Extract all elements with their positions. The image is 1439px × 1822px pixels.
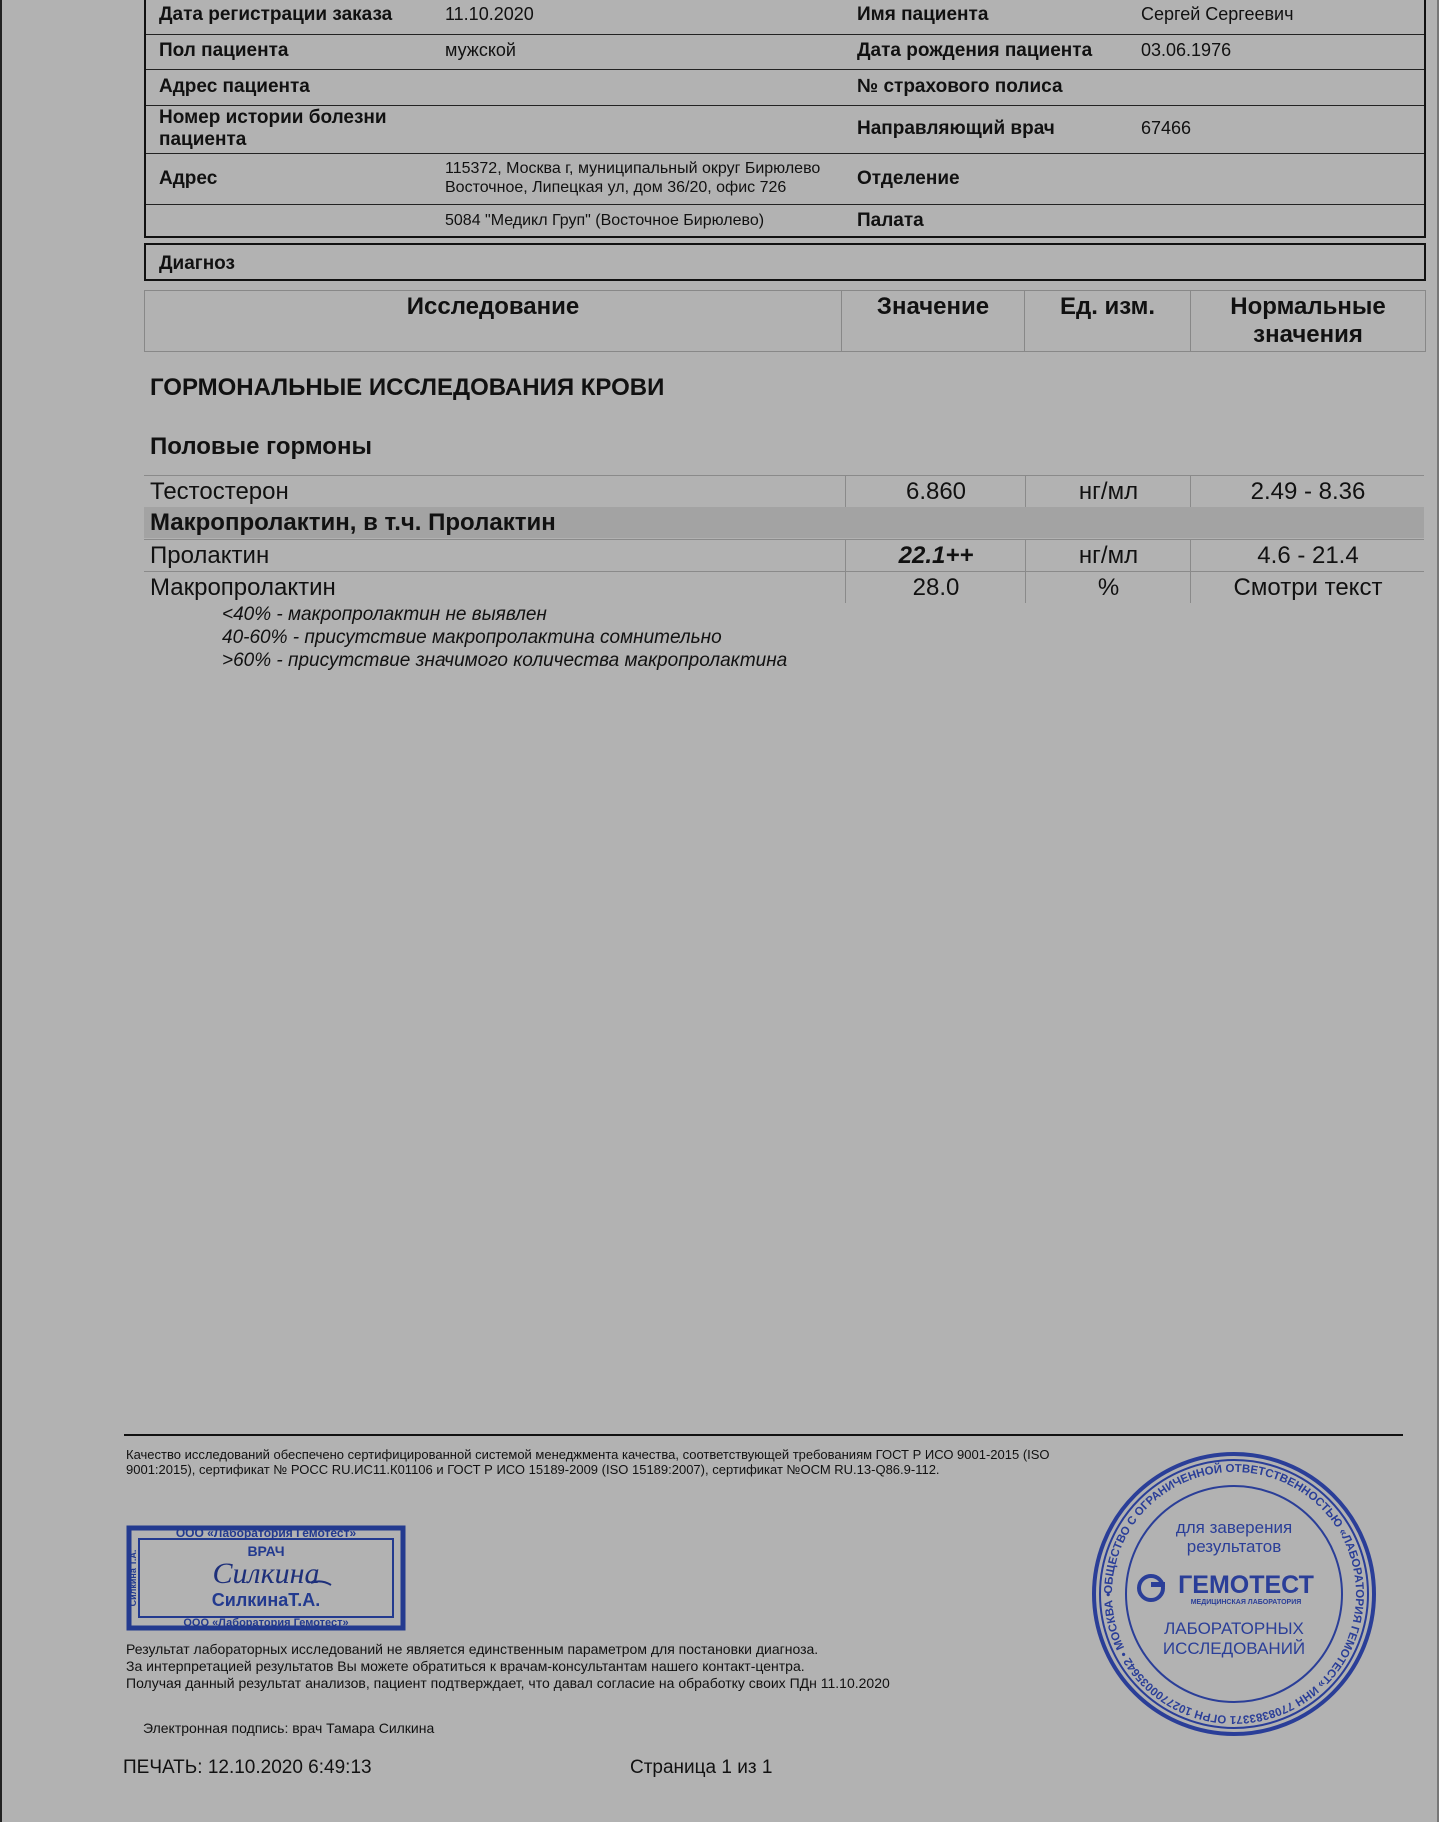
result-value: 6.860 [845,476,1026,507]
header-study: Исследование [144,290,842,352]
info-row-history [146,105,1424,154]
result-group-macroprolactin [144,507,1424,538]
header-normal-line1: Нормальные [1230,293,1386,320]
info-row-clinic-address [146,153,1424,205]
result-value-flagged: 22.1++ [845,540,1026,571]
result-row-testosterone [144,475,1424,507]
clinic-value: 5084 "Медикл Груп" (Восточное Бирюлево) [445,212,765,229]
quality-text-1: Качество исследований обеспечено сертифицированной системой менеджмента качества, соответствующей требованиям ГОСТ Р ИСО 9001-2015 (ISO [126,1447,1050,1462]
address-line-1: 115372, Москва г, муниципальный округ Бирюлево [445,160,821,177]
result-group-name: Макропролактин, в т.ч. Пролактин [150,509,556,536]
info-row-order [146,0,1424,35]
info-row-address [146,69,1424,106]
address-label: Адрес [159,168,218,189]
page-info: Страница 1 из 1 [630,1757,773,1778]
patient-info-table [144,0,1426,238]
history-label-1: Номер истории болезни [159,107,387,128]
result-name: Тестостерон [150,478,289,505]
department-label: Отделение [857,168,960,189]
stamp-title: ВРАЧ [247,1543,285,1559]
section-title: ГОРМОНАЛЬНЫЕ ИССЛЕДОВАНИЯ КРОВИ [150,374,665,401]
result-normal: 4.6 - 21.4 [1190,540,1425,571]
disclaimer [126,1641,890,1692]
policy-label: № страхового полиса [857,76,1063,97]
seal-line-4: ИССЛЕДОВАНИЙ [1162,1639,1306,1658]
diagnosis-box [144,243,1426,281]
note-line-2: 40-60% - присутствие макропролактина сомнительно [222,627,722,648]
doctor-value: 67466 [1141,118,1192,138]
seal-line-3: ЛАБОРАТОРНЫХ [1164,1619,1304,1638]
disclaimer-line-1: Результат лабораторных исследований не является единственным параметром для постановки диагноза. [126,1641,819,1657]
header-normal-line2: значения [1253,321,1363,348]
note-line-1: <40% - макропролактин не выявлен [222,604,547,625]
address-line-2: Восточное, Липецкая ул, дом 36/20, офис 726 [445,179,787,196]
stamp-side-text: Силкина Т.А. [128,1549,138,1607]
patient-name-label: Имя пациента [857,4,989,25]
header-value: Значение [841,290,1025,352]
gemotest-logo-icon [1139,1576,1165,1600]
result-normal: Смотри текст [1190,572,1425,603]
e-signature: Электронная подпись: врач Тамара Силкина [143,1720,435,1736]
info-row-clinic [146,204,1424,236]
header-unit: Ед. изм. [1024,290,1191,352]
doctor-stamp [126,1525,406,1631]
result-normal: 2.49 - 8.36 [1190,476,1425,507]
sex-label: Пол пациента [159,40,289,61]
birth-date-value: 03.06.1976 [1141,40,1232,60]
birth-date-label: Дата рождения пациента [857,40,1093,61]
info-row-sex [146,34,1424,70]
laboratory-seal [1090,1450,1378,1738]
diagnosis-label: Диагноз [159,253,235,274]
seal-line-2: результатов [1186,1537,1282,1556]
result-value: 28.0 [845,572,1026,603]
footer-divider [124,1434,1403,1436]
history-label-2: пациента [159,129,247,150]
result-unit: % [1025,572,1191,603]
result-name: Макропролактин [150,574,336,601]
result-name: Пролактин [150,542,270,569]
result-row-prolactin [144,539,1424,571]
note-line-3: >60% - присутствие значимого количества макропролактина [222,650,788,671]
sex-value: мужской [445,40,516,60]
stamp-top-text: ООО «Лаборатория Гемотест» [175,1526,357,1540]
stamp-name: СилкинаТ.А. [211,1590,321,1610]
order-date-label: Дата регистрации заказа [159,4,393,25]
disclaimer-line-2: За интерпретацией результатов Вы можете обратиться к врачам-консультантам нашего контакт-центра. [126,1658,805,1674]
signature: Силкина [212,1557,320,1590]
disclaimer-line-3: Получая данный результат анализов, пациент подтверждает, что давал согласие на обработку своих ПДн 11.10.2020 [126,1675,890,1691]
header-normal [1190,290,1426,352]
result-unit: нг/мл [1025,476,1191,507]
order-date-value: 11.10.2020 [445,4,534,24]
stamp-bottom-text: ООО «Лаборатория Гемотест» [183,1617,349,1629]
ward-label: Палата [857,210,924,231]
seal-brand-sub: МЕДИЦИНСКАЯ ЛАБОРАТОРИЯ [1190,1599,1302,1606]
subsection-title: Половые гормоны [150,433,372,460]
page-border-left [0,0,2,1822]
patient-address-label: Адрес пациента [159,76,310,97]
seal-ring-text: ОБЩЕСТВО С ОГРАНИЧЕННОЙ ОТВЕТСТВЕННОСТЬЮ «ЛАБОРАТОРИЯ ГЕМОТЕСТ» ИНН 7708383371 ОГРН 1027700035642 • МОСКВА • [1102,1462,1366,1726]
result-unit: нг/мл [1025,540,1191,571]
quality-text-2: 9001:2015), сертификат № РОСС RU.ИС11.К01106 и ГОСТ Р ИСО 15189-2009 (ISO 15189:2007), сертификат №ОСМ RU.13-Q86.9-112. [126,1462,940,1477]
seal-brand: ГЕМОТЕСТ [1178,1571,1314,1599]
patient-name-value: Сергей Сергеевич [1141,4,1294,24]
result-row-macroprolactin [144,571,1424,603]
seal-line-1: для заверения [1175,1518,1293,1537]
doctor-label: Направляющий врач [857,118,1055,139]
print-info: ПЕЧАТЬ: 12.10.2020 6:49:13 [123,1757,372,1778]
